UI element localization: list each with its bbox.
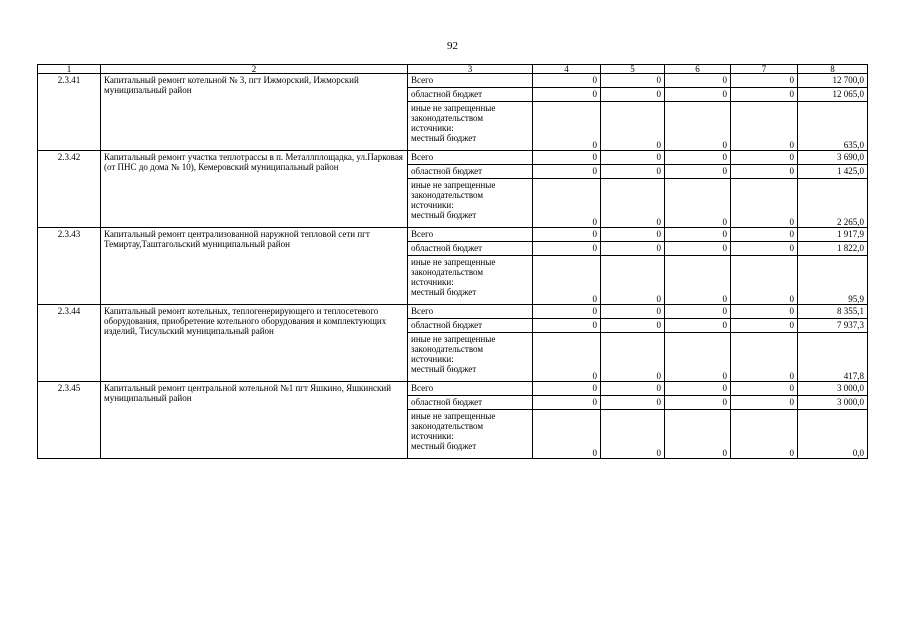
regional-value-cell: 12 065,0 [798,88,868,102]
regional-value-cell: 0 [533,242,601,256]
local-value-cell: 0 [731,179,798,228]
regional-value-cell: 0 [731,319,798,333]
regional-value-cell: 0 [665,396,731,410]
local-value-cell: 0 [533,179,601,228]
local-budget-label: местный бюджет [411,287,477,297]
source-regional-label: областной бюджет [408,319,533,333]
column-number: 1 [38,65,101,74]
column-number: 8 [798,65,868,74]
other-sources-line: источники: [411,354,454,364]
local-budget-label: местный бюджет [411,364,477,374]
total-value-cell: 0 [731,74,798,88]
item-name: Капитальный ремонт централизованной наружной тепловой сети пгт Темиртау,Таштагольский муниципальный район [101,228,408,305]
total-value-cell: 0 [533,382,601,396]
other-sources-line: источники: [411,431,454,441]
total-value-cell: 0 [601,305,665,319]
total-value-cell: 0 [731,382,798,396]
regional-value-cell: 0 [731,88,798,102]
column-number: 3 [408,65,533,74]
source-other-label [408,102,533,151]
regional-value-cell: 0 [601,165,665,179]
other-sources-line: иные не запрещенные [411,334,496,344]
total-value-cell: 0 [601,151,665,165]
local-value-cell: 2 265,0 [798,179,868,228]
local-value-cell: 0 [601,333,665,382]
total-value-cell: 0 [665,305,731,319]
source-other-label [408,333,533,382]
local-value-cell: 0 [665,102,731,151]
source-regional-label: областной бюджет [408,396,533,410]
table-row-total [38,74,868,88]
total-value-cell: 0 [731,151,798,165]
source-total-label: Всего [408,74,533,88]
regional-value-cell: 0 [533,165,601,179]
local-budget-label: местный бюджет [411,133,477,143]
local-value-cell: 0 [533,410,601,459]
local-value-cell: 0 [731,333,798,382]
local-value-cell: 0 [533,102,601,151]
source-total-label: Всего [408,228,533,242]
regional-value-cell: 0 [665,165,731,179]
local-value-cell: 0 [731,256,798,305]
item-code: 2.3.45 [38,382,101,459]
item-code: 2.3.43 [38,228,101,305]
total-value-cell: 0 [533,151,601,165]
local-value-cell: 0 [601,256,665,305]
item-name: Капитальный ремонт центральной котельной №1 пгт Яшкино, Яшкинский муниципальный район [101,382,408,459]
local-budget-label: местный бюджет [411,210,477,220]
local-value-cell: 0 [601,102,665,151]
total-value-cell: 0 [533,228,601,242]
column-number-row [38,65,868,74]
regional-value-cell: 0 [731,396,798,410]
local-value-cell: 0 [533,333,601,382]
regional-value-cell: 0 [731,242,798,256]
total-value-cell: 3 690,0 [798,151,868,165]
other-sources-line: источники: [411,200,454,210]
regional-value-cell: 1 425,0 [798,165,868,179]
item-name: Капитальный ремонт котельной № 3, пгт Ижморский, Ижморский муниципальный район [101,74,408,151]
column-number: 2 [101,65,408,74]
regional-value-cell: 0 [533,88,601,102]
source-regional-label: областной бюджет [408,165,533,179]
source-total-label: Всего [408,382,533,396]
local-value-cell: 0 [731,102,798,151]
local-value-cell: 0 [731,410,798,459]
column-number: 7 [731,65,798,74]
local-value-cell: 0 [665,256,731,305]
total-value-cell: 0 [533,305,601,319]
regional-value-cell: 0 [533,319,601,333]
regional-value-cell: 0 [731,165,798,179]
table-row-total [38,305,868,319]
total-value-cell: 12 700,0 [798,74,868,88]
regional-value-cell: 0 [601,396,665,410]
total-value-cell: 0 [601,382,665,396]
local-value-cell: 0 [601,179,665,228]
table-row-total [38,228,868,242]
other-sources-line: законодательством [411,190,484,200]
regional-value-cell: 0 [665,242,731,256]
regional-value-cell: 0 [665,88,731,102]
total-value-cell: 8 355,1 [798,305,868,319]
other-sources-line: законодательством [411,267,484,277]
item-name: Капитальный ремонт участка теплотрассы в п. Металлплощадка, ул.Парковая (от ПНС до дома № 10), Кемеровский муниципальный район [101,151,408,228]
local-value-cell: 0 [665,333,731,382]
source-total-label: Всего [408,305,533,319]
item-code: 2.3.41 [38,74,101,151]
total-value-cell: 1 917,9 [798,228,868,242]
total-value-cell: 0 [601,74,665,88]
local-value-cell: 635,0 [798,102,868,151]
other-sources-line: иные не запрещенные [411,257,496,267]
local-value-cell: 95,9 [798,256,868,305]
regional-value-cell: 0 [601,88,665,102]
local-value-cell: 0 [533,256,601,305]
source-other-label [408,256,533,305]
other-sources-line: законодательством [411,421,484,431]
source-other-label [408,410,533,459]
other-sources-line: законодательством [411,113,484,123]
local-budget-label: местный бюджет [411,441,477,451]
other-sources-line: источники: [411,123,454,133]
column-number: 4 [533,65,601,74]
item-name: Капитальный ремонт котельных, теплогенерирующего и теплосетевого оборудования, приобретение котельного оборудования и комплектующих изделий, Тисульский муниципальный район [101,305,408,382]
local-value-cell: 0,0 [798,410,868,459]
table-row-total [38,382,868,396]
regional-value-cell: 1 822,0 [798,242,868,256]
total-value-cell: 0 [665,228,731,242]
regional-value-cell: 7 937,3 [798,319,868,333]
other-sources-line: иные не запрещенные [411,411,496,421]
item-code: 2.3.44 [38,305,101,382]
source-other-label [408,179,533,228]
total-value-cell: 0 [665,382,731,396]
table-row-total [38,151,868,165]
source-regional-label: областной бюджет [408,242,533,256]
regional-value-cell: 0 [601,242,665,256]
local-value-cell: 0 [601,410,665,459]
source-total-label: Всего [408,151,533,165]
total-value-cell: 0 [731,228,798,242]
regional-value-cell: 0 [601,319,665,333]
regional-value-cell: 0 [533,396,601,410]
other-sources-line: иные не запрещенные [411,180,496,190]
other-sources-line: источники: [411,277,454,287]
regional-value-cell: 3 000,0 [798,396,868,410]
column-number: 5 [601,65,665,74]
source-regional-label: областной бюджет [408,88,533,102]
item-code: 2.3.42 [38,151,101,228]
budget-table [37,64,868,459]
total-value-cell: 0 [665,151,731,165]
column-number: 6 [665,65,731,74]
total-value-cell: 0 [533,74,601,88]
other-sources-line: иные не запрещенные [411,103,496,113]
page-number: 92 [447,40,458,52]
total-value-cell: 3 000,0 [798,382,868,396]
other-sources-line: законодательством [411,344,484,354]
table-body [38,65,868,459]
total-value-cell: 0 [665,74,731,88]
regional-value-cell: 0 [665,319,731,333]
local-value-cell: 0 [665,410,731,459]
total-value-cell: 0 [731,305,798,319]
total-value-cell: 0 [601,228,665,242]
local-value-cell: 417,8 [798,333,868,382]
local-value-cell: 0 [665,179,731,228]
